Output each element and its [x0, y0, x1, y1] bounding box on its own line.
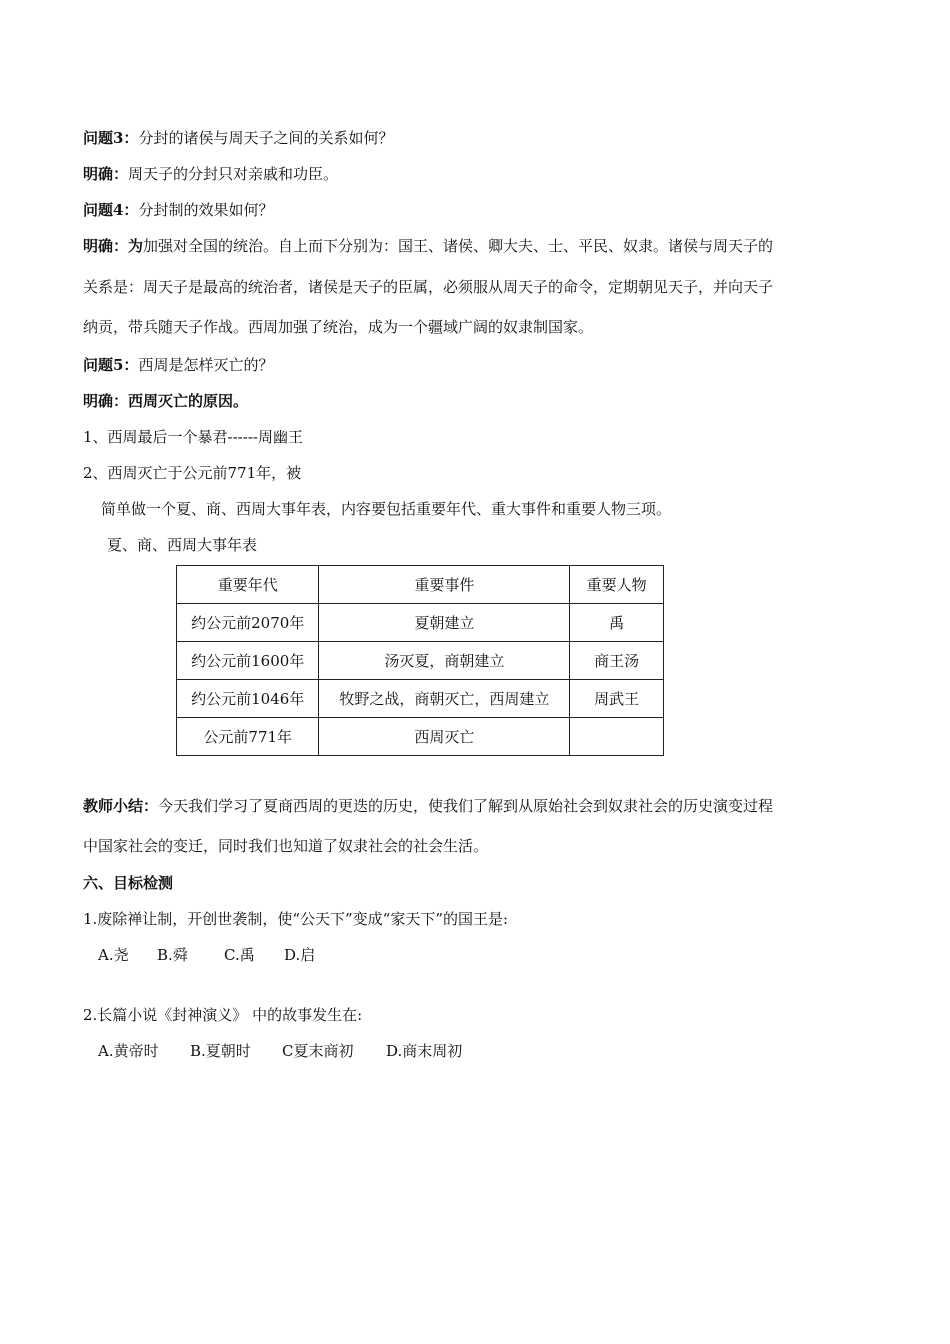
point-2: 2、西周灭亡于公元前771年，被 [83, 464, 302, 482]
quiz-option: D.商末周初 [386, 1042, 463, 1060]
teacher-summary-line-1 [83, 796, 773, 816]
header-year: 重要年代 [177, 566, 319, 604]
cell-person: 商王汤 [570, 642, 664, 680]
answer-text: 加强对全国的统治。自上而下分别为：国王、诸侯、卿大夫、士、平民、奴隶。诸侯与周天子的 [143, 237, 774, 255]
cell-person [570, 718, 664, 756]
task-instruction: 简单做一个夏、商、西周大事年表，内容要包括重要年代、重大事件和重要人物三项。 [101, 500, 672, 518]
answer-4-line-1 [83, 236, 773, 256]
summary-text: 今天我们学习了夏商西周的更迭的历史，使我们了解到从原始社会到奴隶社会的历史演变过程 [158, 797, 774, 815]
answer-text: 周天子的分封只对亲戚和功臣。 [128, 165, 339, 183]
quiz-question-2: 2.长篇小说《封神演义》 中的故事发生在: [83, 1006, 363, 1024]
header-person: 重要人物 [570, 566, 664, 604]
quiz-option: B.夏朝时 [190, 1042, 251, 1060]
quiz-question-1: 1.废除禅让制，开创世袭制，使“公天下”变成“家天下”的国王是: [83, 910, 509, 928]
question-label: 问题3： [83, 129, 139, 147]
quiz-option: A.黄帝时 [98, 1042, 159, 1060]
cell-person: 周武王 [570, 680, 664, 718]
cell-event: 汤灭夏，商朝建立 [319, 642, 570, 680]
quiz-option: A.尧 [98, 946, 129, 964]
question-text: 西周是怎样灭亡的？ [138, 356, 274, 374]
events-table [176, 565, 664, 756]
table-row [177, 604, 664, 642]
answer-label: 明确： [83, 165, 129, 183]
cell-year: 公元前771年 [177, 718, 319, 756]
question-4 [83, 200, 273, 220]
cell-year: 约公元前2070年 [177, 604, 319, 642]
teacher-summary-line-2: 中国家社会的变迁，同时我们也知道了奴隶社会的社会生活。 [83, 837, 489, 855]
question-label: 问题4： [83, 201, 139, 219]
answer-4-line-3: 纳贡，带兵随天子作战。西周加强了统治，成为一个疆域广阔的奴隶制国家。 [83, 318, 594, 336]
answer-5: 明确：西周灭亡的原因。 [83, 392, 249, 410]
question-5 [83, 355, 273, 375]
quiz-options-2 [98, 1041, 462, 1061]
cell-event: 牧野之战，商朝灭亡，西周建立 [319, 680, 570, 718]
section-heading: 六、目标检测 [83, 874, 174, 892]
answer-label: 明确：为 [83, 237, 144, 255]
table-header-row [177, 566, 664, 604]
answer-3 [83, 164, 338, 184]
quiz-option: D.启 [284, 946, 316, 964]
question-text: 分封制的效果如何？ [138, 201, 274, 219]
cell-year: 约公元前1046年 [177, 680, 319, 718]
quiz-options-1 [98, 945, 315, 965]
cell-event: 夏朝建立 [319, 604, 570, 642]
cell-person: 禹 [570, 604, 664, 642]
point-1: 1、西周最后一个暴君------周幽王 [83, 428, 303, 446]
question-3 [83, 128, 393, 148]
table-row [177, 718, 664, 756]
header-event: 重要事件 [319, 566, 570, 604]
table-row [177, 642, 664, 680]
cell-year: 约公元前1600年 [177, 642, 319, 680]
quiz-option: C.禹 [224, 946, 255, 964]
table-title: 夏、商、西周大事年表 [107, 536, 258, 554]
summary-label: 教师小结： [83, 797, 159, 815]
question-label: 问题5： [83, 356, 139, 374]
quiz-option: C夏末商初 [282, 1042, 354, 1060]
question-text: 分封的诸侯与周天子之间的关系如何？ [138, 129, 394, 147]
quiz-option: B.舜 [157, 946, 188, 964]
answer-4-line-2: 关系是：周天子是最高的统治者，诸侯是天子的臣属，必须服从周天子的命令，定期朝见天子，并向天子 [83, 278, 774, 296]
cell-event: 西周灭亡 [319, 718, 570, 756]
table-row [177, 680, 664, 718]
